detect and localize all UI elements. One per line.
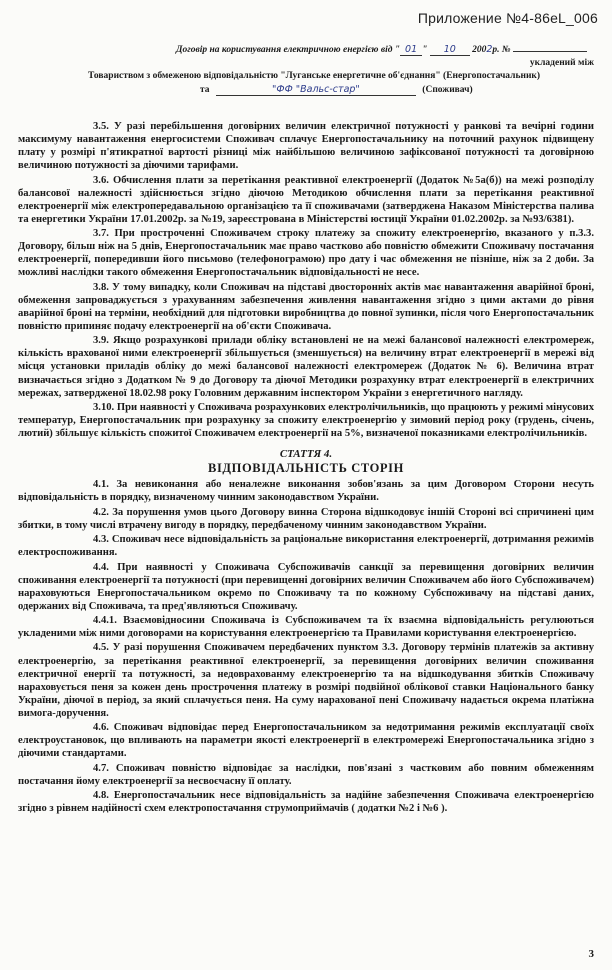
year-prefix: 200 <box>472 45 487 55</box>
clause-4-7: 4.7. Споживач повністю відповідає за наслідки, пов'язані з частковим або повним обмеженням постачання йому електроенергії за несвоєчасну її оплату. <box>18 762 594 787</box>
consumer-label: (Споживач) <box>422 85 473 95</box>
clause-3-10: 3.10. При наявності у Споживача розрахункових електролічильників, що працюють у режимі мінусових температур, Енергопостачальник при розрахунку за спожиту електроенергію у зимовий період року (грудень, січень, лютий) збільшує кількість спожитої Споживачем електроенергії на 5%, визначеної показниками електролічильників. <box>18 401 594 440</box>
handwritten-day: 01 <box>400 44 422 56</box>
contract-title: Договір на користування електричною енергією від " <box>176 45 401 55</box>
clause-4-4-1: 4.4.1. Взаємовідносини Споживача із Субспоживачем та їх взаємна відповідальність регулюються укладеними між ними договорами на користування електроенергією та Правилами користування електроенергією. <box>18 615 594 640</box>
handwritten-year: 2 <box>486 44 493 55</box>
contract-number-blank <box>513 51 587 52</box>
clause-4-4: 4.4. При наявності у Споживача Субспоживачів санкції за перевищення договірних величин споживання електроенергії та потужності (при перевищенні договірних величин Споживачем або його Субспоживачем) нараховуються Енергопостачальником окремо по Споживачу та по кожному Субспоживачу на підставі даних, одержаних від Споживача, та пред'являються Споживачу. <box>18 561 594 612</box>
clause-3-7: 3.7. При простроченні Споживачем строку платежу за спожиту електроенергію, вказаного у п.3.3. Договору, більш ніж на 5 днів, Енергопостачальник має право частково або повністю обмежити Споживачу постачання електроенергії, попередивши його письмово (телефонограмою) про дату і час обмеження не пізніше, ніж за 2 доби. За можливі наслідки такого обмеження Енергопостачальник відповідальності не несе. <box>18 228 594 279</box>
clause-3-8: 3.8. У тому випадку, коли Споживач на підставі двосторонніх актів має навантаження аварійної броні, обмеження запроваджується з урахуванням забезпечення живлення навантаження згідно з цими актами до рівня аварійної броні на терміни, необхідний для підготовки виробництва до повної зупинки, після чого Енергопостачальник повністю припиняє подачу електроенергії на об'єкти Споживача. <box>18 281 594 332</box>
clause-3-5: 3.5. У разі перебільшення договірних величин електричної потужності у ранкові та вечірні години максимуму навантаження енергосистеми Споживач сплачує Енергопостачальнику на поточний рахунок підвищену плату у розмірі п'ятикратної вартості різниці між найбільшою величиною зафіксованої потужності та договірною величиною потужності за діючими тарифами. <box>18 121 594 172</box>
supplier-line: Товариством з обмеженою відповідальністю "Луганське енергетичне об'єднання" (Енергопостачальник) <box>88 71 541 81</box>
contract-number-label: р. № <box>492 45 511 55</box>
clause-3-9: 3.9. Якщо розрахункові прилади обліку встановлені не на межі балансової належності електромереж, кількість врахованої ними електроенергії збільшується (зменшується) на величину втрат електроенергії в мережі від місця установки приладів обліку до межі балансової належності електромереж (Додаток № 6). Величина втрат визначається згідно з Додатком № 9 до Договору та діючої Методики розрахунку втрат електроенергії в електричних мережах, затвердженої 18.02.98 року Головним державним інспектором України з енергетичного нагляду. <box>18 335 594 399</box>
contract-header-line <box>176 44 596 56</box>
and-label: та <box>200 85 210 95</box>
clause-4-8: 4.8. Енергопостачальник несе відповідальність за надійне забезпечення Споживача електроенергією згідно з рівнем надійності схем електропостачання струмоприймачів ( додатки №2 і №6 ). <box>18 790 594 815</box>
annex-label: Приложение №4-86eL_006 <box>417 10 598 26</box>
clause-4-3: 4.3. Споживач несе відповідальність за раціональне використання електроенергії, дотримання режимів електроспоживання. <box>18 534 594 559</box>
document-body <box>18 120 594 816</box>
handwritten-consumer-name: "ФФ "Вальс-стар" <box>216 84 416 96</box>
clause-3-6: 3.6. Обчислення плати за перетікання реактивної електроенергії (Додаток №5а(б)) на межі розподілу балансової належності здійснюється згідно діючою Методикою обчислення плати за перетікання реактивної електроенергії між електропередавальною організацією та її споживачами (затверджена Наказом Міністерства палива та енергетики України 17.01.2002р. за №19, зареєстрована в Міністерстві юстиції України 01.02.2002р. за №93/6381). <box>18 174 594 225</box>
clause-4-1: 4.1. За невиконання або неналежне виконання зобов'язань за цим Договором Сторони несуть відповідальність в порядку, визначеному чинним законодавством України. <box>18 479 594 504</box>
page-number: 3 <box>588 948 594 960</box>
clause-4-5: 4.5. У разі порушення Споживачем передбачених пунктом 3.3. Договору термінів платежів за активну електроенергію, за перетікання реактивної електроенергії, за перевищення договірних величин споживання електричної енергії та потужності, за недоврахованму електроенергію та на відшкодування збитків Споживачу нараховується пеня за кожен день прострочення платежу в розмірі подвійної облікової ставки Національного банку України, діючої в період, за який сплачується пеня. На суму нарахованої пені Споживачу надається окрема платіжна вимога-доручення. <box>18 642 594 719</box>
article-number: СТАТТЯ 4. <box>279 448 333 461</box>
clause-4-2: 4.2. За порушення умов цього Договору винна Сторона відшкодовує іншій Стороні всі спричинені цим збитки, в тому числі втрачену вигоду в порядку, передбаченому чинним законодавством України. <box>18 506 594 531</box>
handwritten-month: 10 <box>430 44 470 56</box>
concluded-label: укладений між <box>529 58 594 68</box>
date-quote: " <box>422 45 428 55</box>
clause-4-6: 4.6. Споживач відповідає перед Енергопостачальником за недотримання режимів експлуатації своїх електроустановок, що впливають на параметри якості електроенергії в електромережі Енергопостачальника згідно з діючими стандартами. <box>18 722 594 760</box>
section-title: ВІДПОВІДАЛЬНІСТЬ СТОРІН <box>208 461 404 476</box>
consumer-line <box>200 84 600 96</box>
